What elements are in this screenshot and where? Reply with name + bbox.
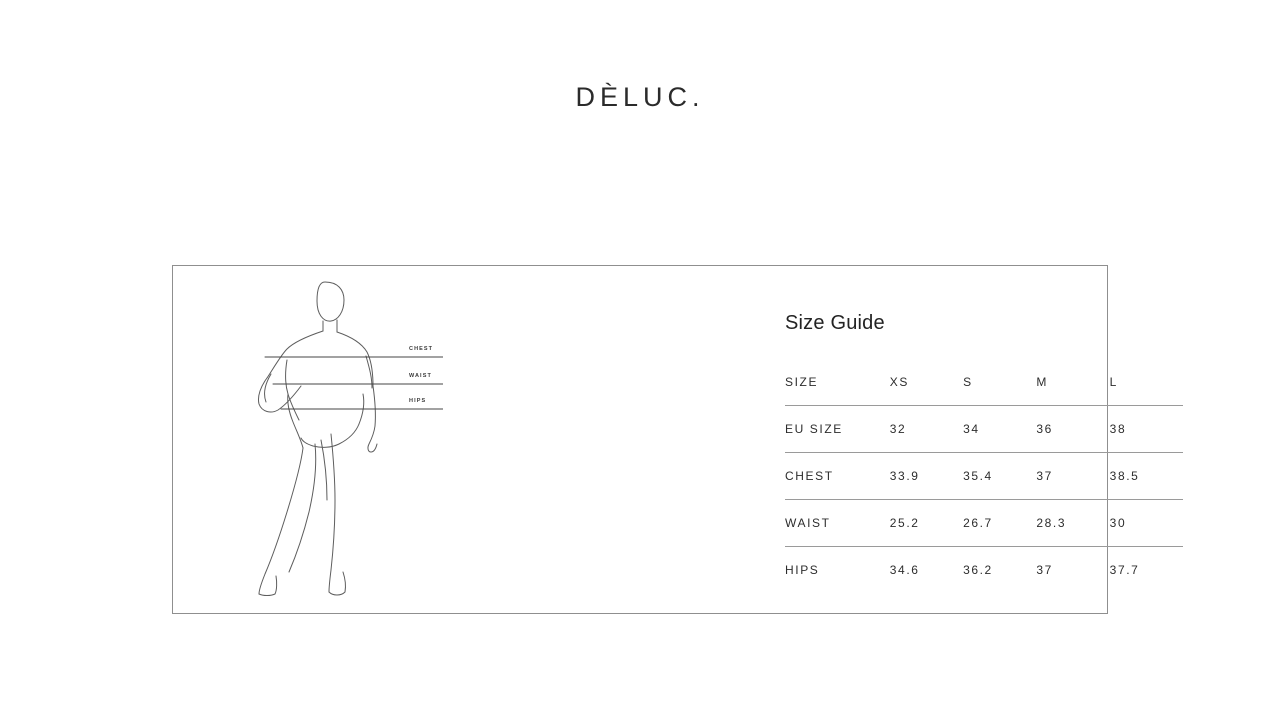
column-header-m: M: [1036, 359, 1109, 406]
cell-waist-l: 30: [1110, 500, 1183, 547]
row-label-eu-size: EU SIZE: [785, 406, 890, 453]
cell-eu-size-xs: 32: [890, 406, 963, 453]
row-label-waist: WAIST: [785, 500, 890, 547]
measure-label-hips: HIPS: [409, 398, 427, 404]
cell-chest-s: 35.4: [963, 453, 1036, 500]
row-label-chest: CHEST: [785, 453, 890, 500]
cell-hips-s: 36.2: [963, 563, 993, 577]
cell-chest-l: 38.5: [1110, 453, 1183, 500]
column-header-size: SIZE: [785, 359, 890, 406]
row-label-hips: HIPS: [785, 563, 820, 577]
cell-waist-m: 28.3: [1036, 500, 1109, 547]
column-header-l: L: [1110, 359, 1183, 406]
body-figure-illustration: [243, 274, 443, 604]
size-guide-card: [172, 265, 1140, 614]
cell-waist-s: 26.7: [963, 500, 1036, 547]
table-row: [785, 406, 1183, 453]
cell-hips-m: 37: [1036, 563, 1053, 577]
cell-hips-l: 37.7: [1109, 563, 1140, 577]
cell-eu-size-m: 36: [1036, 406, 1109, 453]
size-table-panel: [611, 266, 1140, 613]
measure-label-waist: WAIST: [409, 373, 432, 379]
table-row: [785, 500, 1183, 547]
cell-chest-xs: 33.9: [890, 453, 963, 500]
cell-eu-size-s: 34: [963, 406, 1036, 453]
cell-eu-size-l: 38: [1110, 406, 1183, 453]
size-guide-table: [785, 359, 1183, 593]
column-header-xs: XS: [890, 359, 963, 406]
cell-chest-m: 37: [1036, 453, 1109, 500]
table-row: [785, 453, 1183, 500]
brand-logo: DÈLUC.: [575, 82, 705, 112]
table-header-row: [785, 359, 1183, 406]
cell-hips-xs: 34.6: [889, 563, 920, 577]
cell-waist-xs: 25.2: [890, 500, 963, 547]
size-guide-title: Size Guide: [785, 312, 885, 334]
measure-label-chest: CHEST: [409, 346, 434, 352]
table-row: [785, 547, 1183, 594]
figure-panel: [173, 266, 613, 613]
column-header-s: S: [963, 359, 1036, 406]
